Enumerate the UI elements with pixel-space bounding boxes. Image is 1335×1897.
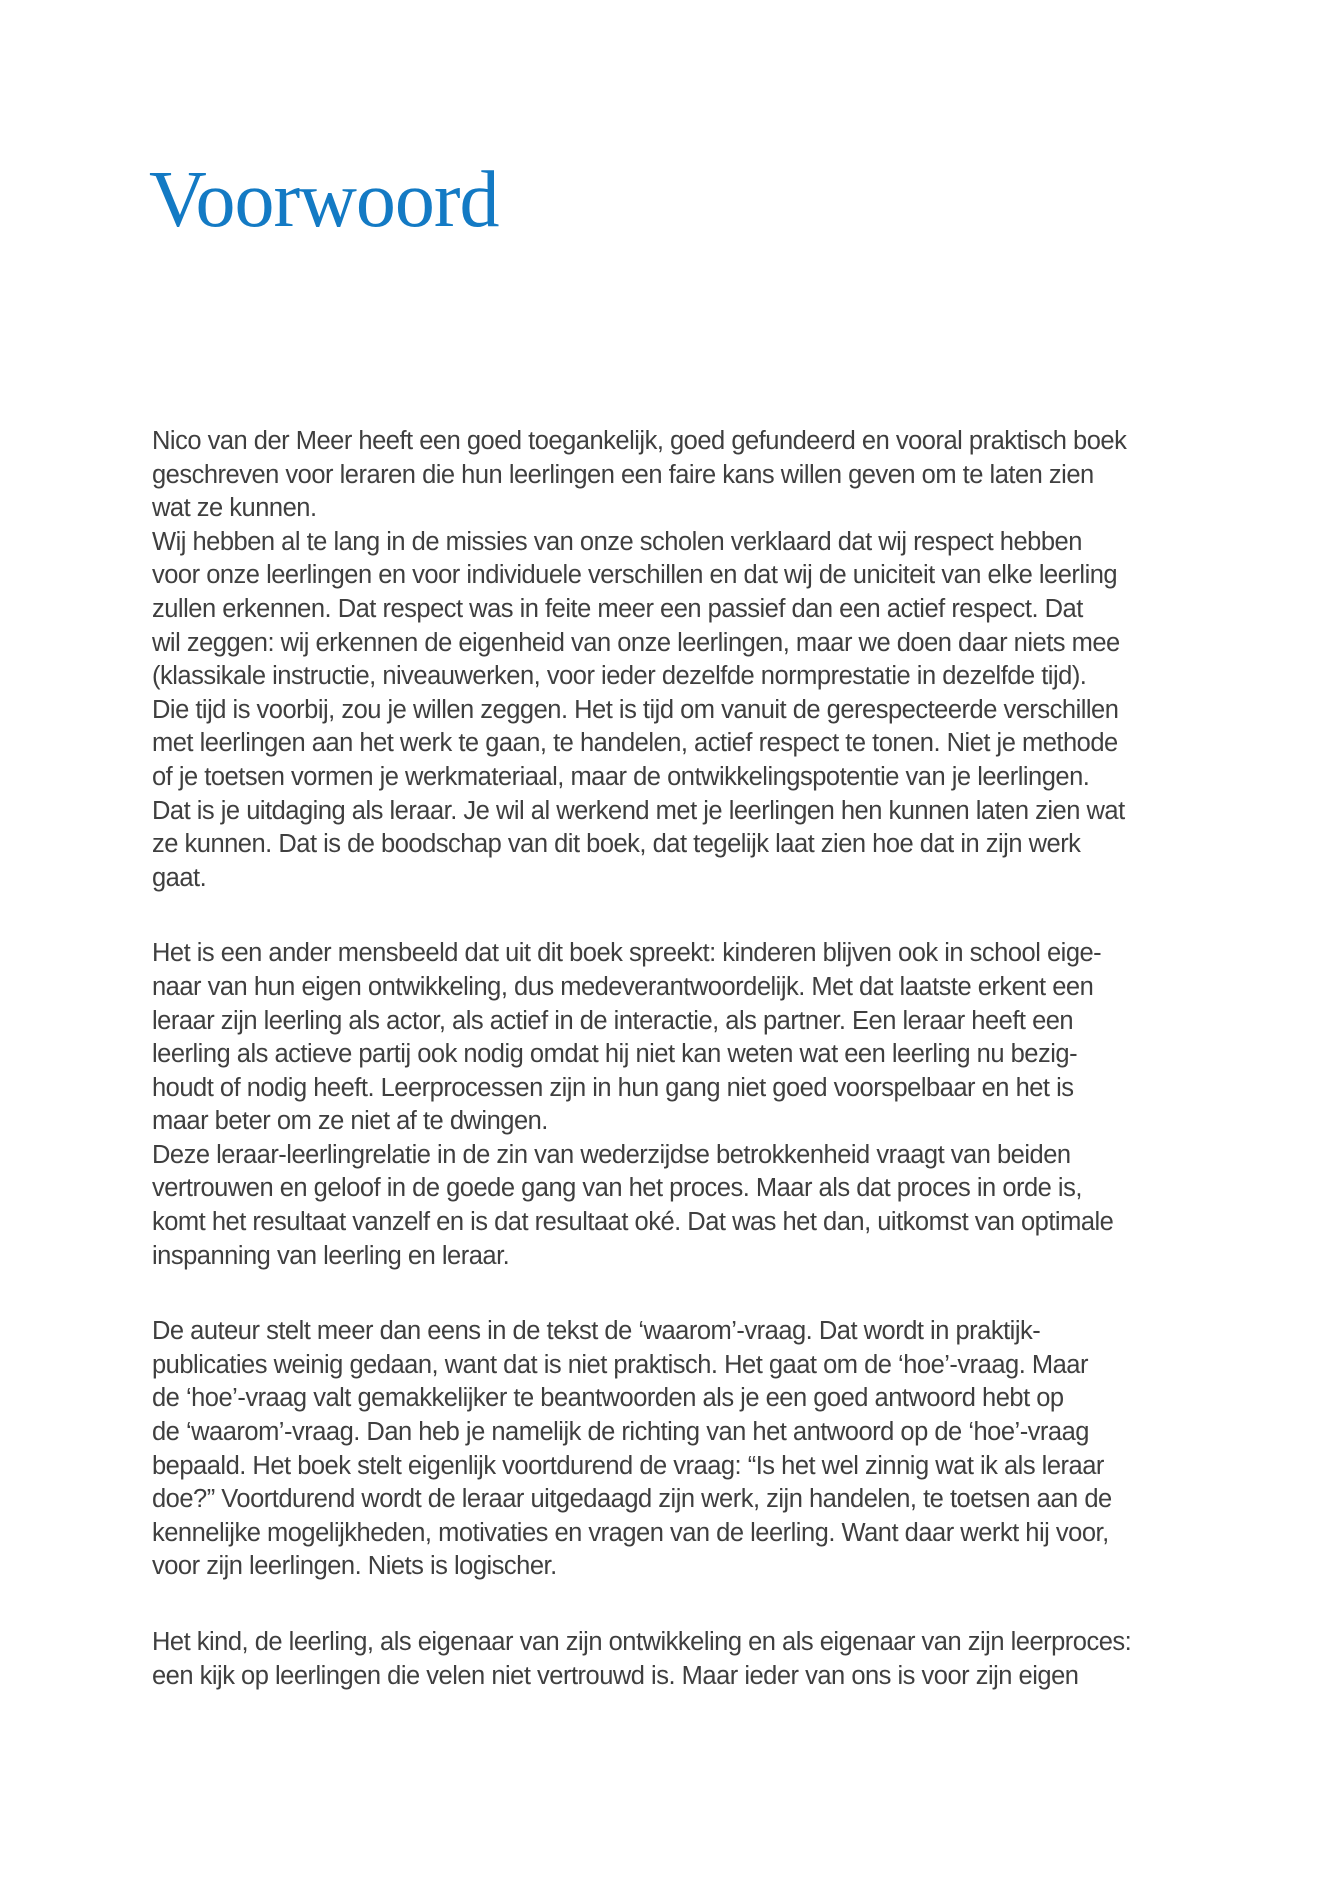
paragraph-1 [152, 425, 1335, 895]
text-line: Dat is je uitdaging als leraar. Je wil al werkend met je leerlingen hen kunnen laten zien wat [152, 796, 1125, 825]
text-line: een kijk op leerlingen die velen niet vertrouwd is. Maar ieder van ons is voor zijn eigen [152, 1661, 1079, 1690]
text-line: inspanning van leerling en leraar. [152, 1241, 510, 1270]
text-line: Nico van der Meer heeft een goed toegankelijk, goed gefundeerd en vooral praktisch boek [152, 427, 1127, 455]
text-line: gaat. [152, 863, 207, 892]
text-line: bepaald. Het boek stelt eigenlijk voortdurend de vraag: “Is het wel zinnig wat ik als leraar [152, 1451, 1104, 1480]
text-line: leraar zijn leerling als actor, als actief in de interactie, als partner. Een leraar heeft een [152, 1006, 1074, 1035]
text-line: De auteur stelt meer dan eens in de tekst de ‘waarom’-vraag. Dat wordt in praktijk- [152, 1317, 1041, 1346]
text-line: of je toetsen vormen je werkmateriaal, maar de ontwikkelingspotentie van je leerlingen. [152, 762, 1090, 791]
text-line: Die tijd is voorbij, zou je willen zeggen. Het is tijd om vanuit de gerespecteerde verschillen [152, 695, 1119, 724]
text-line: Het kind, de leerling, als eigenaar van zijn ontwikkeling en als eigenaar van zijn leerproces: [152, 1628, 1132, 1656]
text-line: ze kunnen. Dat is de boodschap van dit boek, dat tegelijk laat zien hoe dat in zijn werk [152, 830, 1081, 859]
text-line: naar van hun eigen ontwikkeling, dus medeverantwoordelijk. Met dat laatste erkent een [152, 972, 1094, 1001]
paragraph-4 [152, 1626, 1335, 1693]
page-title: Voorwoord [149, 156, 499, 244]
text-line: vertrouwen en geloof in de goede gang van het proces. Maar als dat proces in orde is, [152, 1174, 1082, 1203]
paragraph-2 [152, 937, 1335, 1273]
text-line: leerling als actieve partij ook nodig omdat hij niet kan weten wat een leerling nu bezig- [152, 1040, 1078, 1069]
text-line: komt het resultaat vanzelf en is dat resultaat oké. Dat was het dan, uitkomst van optimale [152, 1208, 1114, 1237]
text-line: de ‘waarom’-vraag. Dan heb je namelijk de richting van het antwoord op de ‘hoe’-vraag [152, 1418, 1089, 1447]
text-line: houdt of nodig heeft. Leerprocessen zijn in hun gang niet goed voorspelbaar en het is [152, 1073, 1074, 1102]
text-line: Het is een ander mensbeeld dat uit dit boek spreekt: kinderen blijven ook in school eige- [152, 939, 1102, 968]
text-line: Wij hebben al te lang in de missies van onze scholen verklaard dat wij respect hebben [152, 527, 1082, 556]
text-line: zullen erkennen. Dat respect was in feite meer een passief dan een actief respect. Dat [152, 594, 1083, 623]
text-line: wil zeggen: wij erkennen de eigenheid van onze leerlingen, maar we doen daar niets mee [152, 628, 1120, 657]
text-line: Deze leraar-leerlingrelatie in de zin van wederzijdse betrokkenheid vraagt van beiden [152, 1140, 1071, 1169]
text-line: de ‘hoe’-vraag valt gemakkelijker te beantwoorden als je een goed antwoord hebt op [152, 1384, 1064, 1413]
body-text [152, 425, 1335, 1693]
text-line: kennelijke mogelijkheden, motivaties en vragen van de leerling. Want daar werkt hij voor, [152, 1518, 1109, 1547]
text-line: met leerlingen aan het werk te gaan, te handelen, actief respect te tonen. Niet je methode [152, 729, 1118, 758]
text-line: maar beter om ze niet af te dwingen. [152, 1107, 548, 1136]
text-line: geschreven voor leraren die hun leerlingen een faire kans willen geven om te laten zien [152, 460, 1094, 489]
text-line: voor zijn leerlingen. Niets is logischer. [152, 1552, 557, 1581]
paragraph-3 [152, 1315, 1335, 1584]
text-line: publicaties weinig gedaan, want dat is niet praktisch. Het gaat om de ‘hoe’-vraag. Maar [152, 1350, 1088, 1379]
text-line: voor onze leerlingen en voor individuele verschillen en dat wij de uniciteit van elke leerling [152, 561, 1118, 590]
text-line: (klassikale instructie, niveauwerken, voor ieder dezelfde normprestatie in dezelfde tijd). [152, 662, 1087, 691]
text-line: doe?” Voortdurend wordt de leraar uitgedaagd zijn werk, zijn handelen, te toetsen aan de [152, 1485, 1112, 1514]
text-line: wat ze kunnen. [152, 494, 317, 523]
